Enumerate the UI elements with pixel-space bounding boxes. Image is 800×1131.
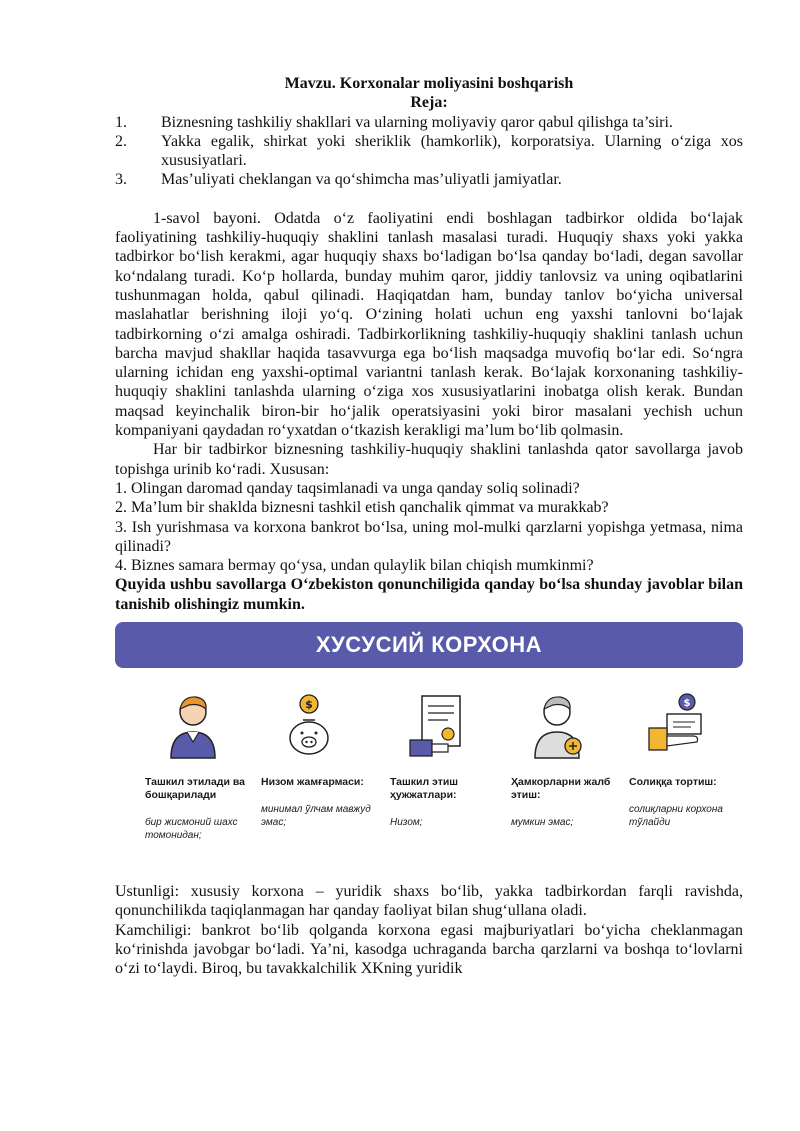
infographic-item-label: Низом жамғармаси: bbox=[261, 776, 364, 789]
document-title: Mavzu. Korxonalar moliyasini boshqarish bbox=[284, 75, 574, 92]
infographic-item-documents bbox=[390, 692, 510, 829]
infographic-item-founder bbox=[145, 692, 265, 842]
plan-heading: Reja: bbox=[410, 94, 448, 112]
paragraph-advantage: Ustunligi: xususiy korxona – yuridik shaxs bo‘lib, yakka tadbirkordan farqli ravishda, qonunchilikda taqiqlanmagan har qanday faoliyat bilan shug‘ullana oladi. bbox=[115, 883, 743, 920]
person-icon bbox=[163, 692, 223, 762]
svg-text:$: $ bbox=[683, 698, 691, 710]
bold-statement: Quyida ushbu savollarga O‘zbekiston qonunchiligida qanday bo‘lsa shunday javoblar bilan tanishib olishingiz mumkin. bbox=[115, 576, 743, 613]
document-page bbox=[115, 74, 743, 979]
infographic-item-label: Ҳамкорларни жалб этиш: bbox=[511, 776, 611, 802]
money-hand-icon bbox=[647, 692, 707, 762]
infographic-item-partners bbox=[511, 692, 631, 829]
plan-item-number: 2. bbox=[115, 132, 127, 150]
infographic-item-value: бир жисмоний шахс томонидан; bbox=[145, 817, 238, 842]
private-enterprise-infographic bbox=[115, 622, 743, 872]
question-item: 2. Ma’lum bir shaklda biznesni tashkil etish qanchalik qimmat va murakkab? bbox=[115, 499, 609, 517]
infographic-item-capital bbox=[261, 692, 381, 829]
infographic-item-label: Солиққа тортиш: bbox=[629, 776, 717, 789]
plan-item-number: 1. bbox=[115, 113, 127, 131]
question-item: 1. Olingan daromad qanday taqsimlanadi va unga qanday soliq solinadi? bbox=[115, 479, 580, 497]
infographic-item-label: Ташкил этилади ва бошқарилади bbox=[145, 776, 246, 802]
infographic-item-label: Ташкил этиш ҳужжатлари: bbox=[390, 776, 459, 802]
plan-item-text: Mas’uliyati cheklangan va qo‘shimcha mas’uliyatli jamiyatlar. bbox=[161, 171, 562, 189]
document-icon bbox=[408, 692, 468, 762]
paragraph-questions-intro: Har bir tadbirkor biznesning tashkiliy-huquqiy shaklini tanlashda qator savollarga javob topishga urinib ko‘radi. Xususan: bbox=[115, 441, 743, 478]
plan-item bbox=[115, 170, 743, 189]
svg-text:$: $ bbox=[305, 698, 313, 712]
piggy-bank-icon bbox=[279, 692, 339, 762]
paragraph-disadvantage: Kamchiligi: bankrot bo‘lib qolganda korxona egasi majburiyatlari bo‘yicha cheklanmagan ko‘rinishda javobgar bo‘ladi. Ya’ni, kasodga uchraganda barcha qarzlarni va boshqa to‘lovlarni o‘zi to‘laydi. Biroq, bu tavakkalchilik XKning yuridik bbox=[115, 921, 743, 978]
paragraph-question-1: 1-savol bayoni. Odatda o‘z faoliyatini endi boshlagan tadbirkor oldida bo‘lajak faoliyatining tashkiliy-huquqiy shaklini tanlash masalasi turadi. Huquqiy shaxs yoki yakka tadbirkor bo‘lish kerakmi, agar huquqiy shaxs bo‘ladigan bo‘lsa qanday bo‘ladi, degan savollar ko‘ndalang turadi. Ko‘p hollarda, bunday muhim qaror, jiddiy tanlovsiz va uning oqibatlarini tushunmagan holda, qabul qilinadi. Haqiqatdan ham, bunday tanlov bo‘yicha universal maslahatlar berishning iloji yo‘q. O‘zining holati uchun eng yaxshi tanlovni bo‘lajak tadbirkorning o‘zi amalga oshiradi. Tadbirkorlikning tashkiliy-huquqiy shaklini tanlash uchun barcha mavjud shakllar haqida tasavvurga ega bo‘lish maqsadga muvofiq bo‘lar edi. So‘ngra ularning ichidan eng yaxshi-optimal variantni tanlash kerak. Bo‘lajak korxonaning tashkiliy-huquqiy shaklini tanlashda ularning o‘ziga xos xususiyatlarini inobatga olish kerak. Bundan maqsad keyinchalik biron-bir ho‘jalik operatsiyasini yoki biror masalani yechish uchun kompaniyani qaydadan ro‘yxatdan o‘tkazish kerakligi ma’lum bo‘lib qolmasin. bbox=[115, 209, 743, 440]
plan-item-text: Yakka egalik, shirkat yoki sheriklik (hamkorlik), korporatsiya. Ularning o‘ziga xos xususiyatlari. bbox=[161, 132, 743, 170]
infographic-item-tax bbox=[629, 692, 749, 829]
plan-item bbox=[115, 113, 743, 132]
infographic-banner: ХУСУСИЙ КОРХОНА bbox=[115, 622, 743, 668]
question-item: 3. Ish yurishmasa va korxona bankrot bo‘lsa, uning mol-mulki qarzlarni yopishga yetmasa, nima qilinadi? bbox=[115, 518, 743, 555]
infographic-item-value: мумкин эмас; bbox=[511, 817, 574, 829]
plan-item-text: Biznesning tashkiliy shakllari va ularning moliyaviy qaror qabul qilishga ta’siri. bbox=[161, 113, 673, 131]
infographic-item-value: солиқларни корхона тўлайди bbox=[629, 804, 723, 829]
infographic-item-value: минимал ўлчам мавжуд эмас; bbox=[261, 804, 371, 829]
person-plus-icon bbox=[529, 692, 589, 762]
infographic-item-value: Низом; bbox=[390, 817, 423, 829]
question-item: 4. Biznes samara bermay qo‘ysa, undan qulaylik bilan chiqish mumkinmi? bbox=[115, 557, 594, 575]
plan-item-number: 3. bbox=[115, 171, 127, 189]
plan-item bbox=[115, 132, 743, 171]
